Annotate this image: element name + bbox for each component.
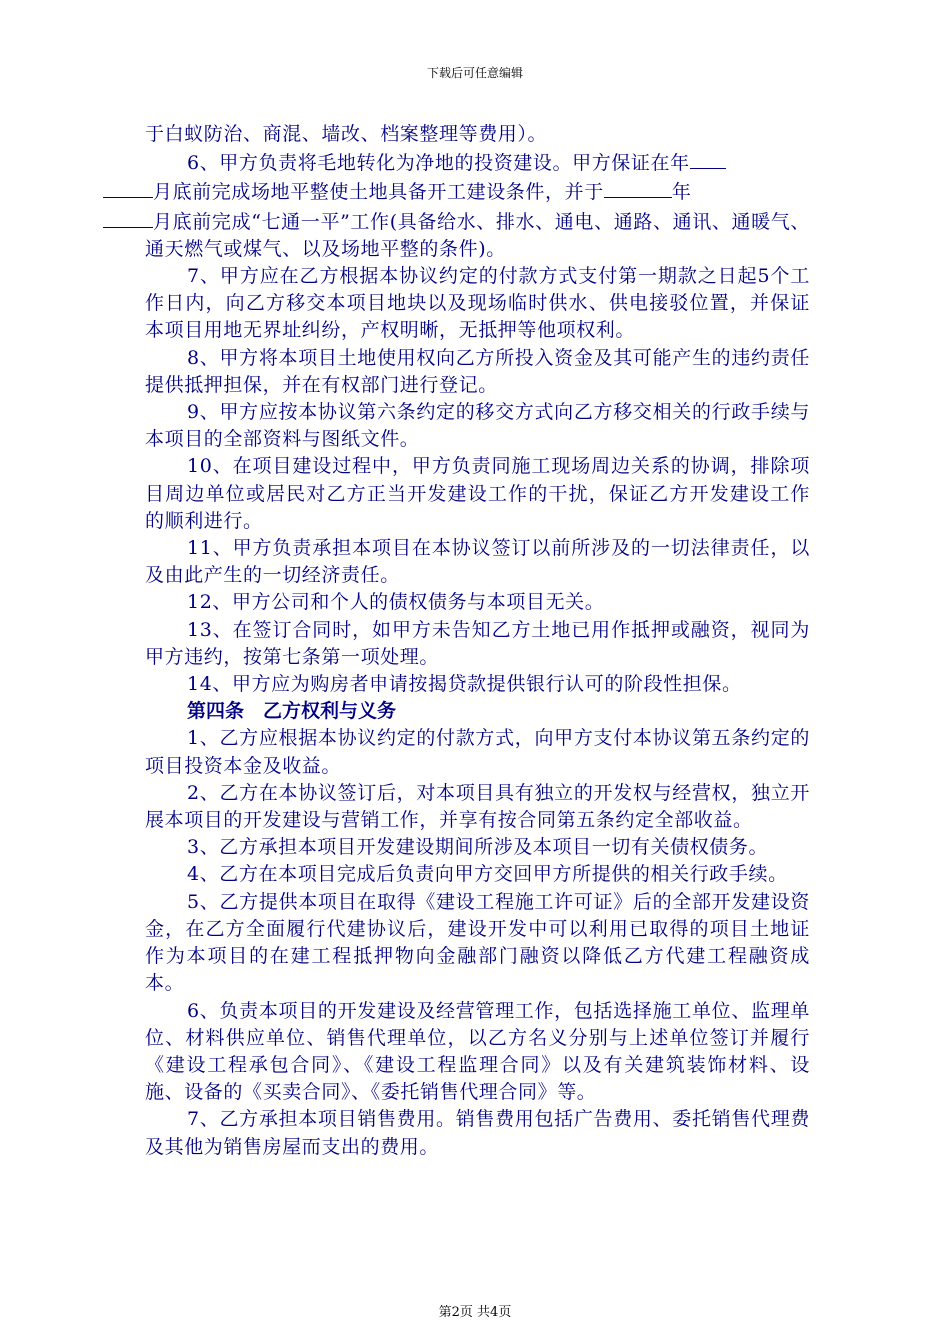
paragraph-party-b-2: 2、乙方在本协议签订后，对本项目具有独立的开发权与经营权，独立开展本项目的开发建设与营销工作，并享有按合同第五条约定全部收益。 <box>145 781 810 832</box>
blank-year-1 <box>690 148 726 169</box>
blank-month-1 <box>103 177 153 198</box>
paragraph-party-b-5: 5、乙方提供本项目在取得《建设工程施工许可证》后的全部开发建设资金，在乙方全面履行代建协议后，建设开发中可以利用已取得的项目土地证作为本项目的在建工程抵押物向金融部门融资以降低乙方代建工程融资成本。 <box>145 890 810 995</box>
paragraph-clause-7: 7、甲方应在乙方根据本协议约定的付款方式支付第一期款之日起5个工作日内，向乙方移交本项目地块以及现场临时供水、供电接驳位置，并保证本项目用地无界址纠纷，产权明晰，无抵押等他项权利。 <box>145 265 810 342</box>
page-header: 下载后可任意编辑 <box>426 66 523 80</box>
clause-6-text-c: 年 <box>671 181 692 204</box>
paragraph-party-b-3: 3、乙方承担本项目开发建设期间所涉及本项目一切有关债权债务。 <box>187 836 769 859</box>
document-body <box>145 121 810 1161</box>
paragraph-clause-11: 11、甲方负责承担本项目在本协议签订以前所涉及的一切法律责任，以及由此产生的一切经济责任。 <box>145 537 810 587</box>
clause-6-text-b: 月底前完成场地平整使土地具备开工建设条件，并于 <box>153 181 604 204</box>
paragraph-party-b-4: 4、乙方在本项目完成后负责向甲方交回甲方所提供的相关行政手续。 <box>187 863 788 886</box>
paragraph-party-b-1: 1、乙方应根据本协议约定的付款方式，向甲方支付本协议第五条约定的项目投资本金及收益。 <box>145 727 810 777</box>
paragraph-party-b-6: 6、负责本项目的开发建设及经营管理工作，包括选择施工单位、监理单位、材料供应单位、销售代理单位，以乙方名义分别与上述单位签订并履行《建设工程承包合同》、《建设工程监理合同》以及有关建筑装饰材料、设施、设备的《买卖合同》、《委托销售代理合同》等。 <box>145 999 810 1104</box>
blank-month-2 <box>103 207 153 228</box>
page-footer: 第2页 共4页 <box>438 1305 512 1320</box>
clause-6-text-d: 月底前完成“七通一平”工作(具备给水、排水、通电、通路、通讯、通暖气、通天燃气或煤气、以及场地平整的条件)。 <box>145 210 810 260</box>
paragraph-clause-fees-end: 于白蚁防治、商混、墙改、档案整理等费用）。 <box>145 123 548 145</box>
clause-6-text-a: 6、甲方负责将毛地转化为净地的投资建设。甲方保证在年 <box>187 152 690 175</box>
paragraph-clause-10: 10、在项目建设过程中，甲方负责同施工现场周边关系的协调，排除项目周边单位或居民对乙方正当开发建设工作的干扰，保证乙方开发建设工作的顺利进行。 <box>145 455 810 532</box>
paragraph-clause-14: 14、甲方应为购房者申请按揭贷款提供银行认可的阶段性担保。 <box>187 673 742 696</box>
paragraph-clause-8: 8、甲方将本项目土地使用权向乙方所投入资金及其可能产生的违约责任提供抵押担保，并在有权部门进行登记。 <box>145 346 810 396</box>
paragraph-clause-9: 9、甲方应按本协议第六条约定的移交方式向乙方移交相关的行政手续与本项目的全部资料与图纸文件。 <box>145 401 810 451</box>
paragraph-clause-13: 13、在签订合同时，如甲方未告知乙方土地已用作抵押或融资，视同为甲方违约，按第七条第一项处理。 <box>145 618 810 668</box>
paragraph-party-b-7: 7、乙方承担本项目销售费用。销售费用包括广告费用、委托销售代理费及其他为销售房屋而支出的费用。 <box>145 1108 810 1158</box>
paragraph-clause-12: 12、甲方公司和个人的债权债务与本项目无关。 <box>187 591 605 614</box>
blank-year-2 <box>604 177 672 198</box>
paragraph-clause-6 <box>145 148 810 263</box>
section-heading-article-4: 第四条 乙方权利与义务 <box>187 700 397 723</box>
